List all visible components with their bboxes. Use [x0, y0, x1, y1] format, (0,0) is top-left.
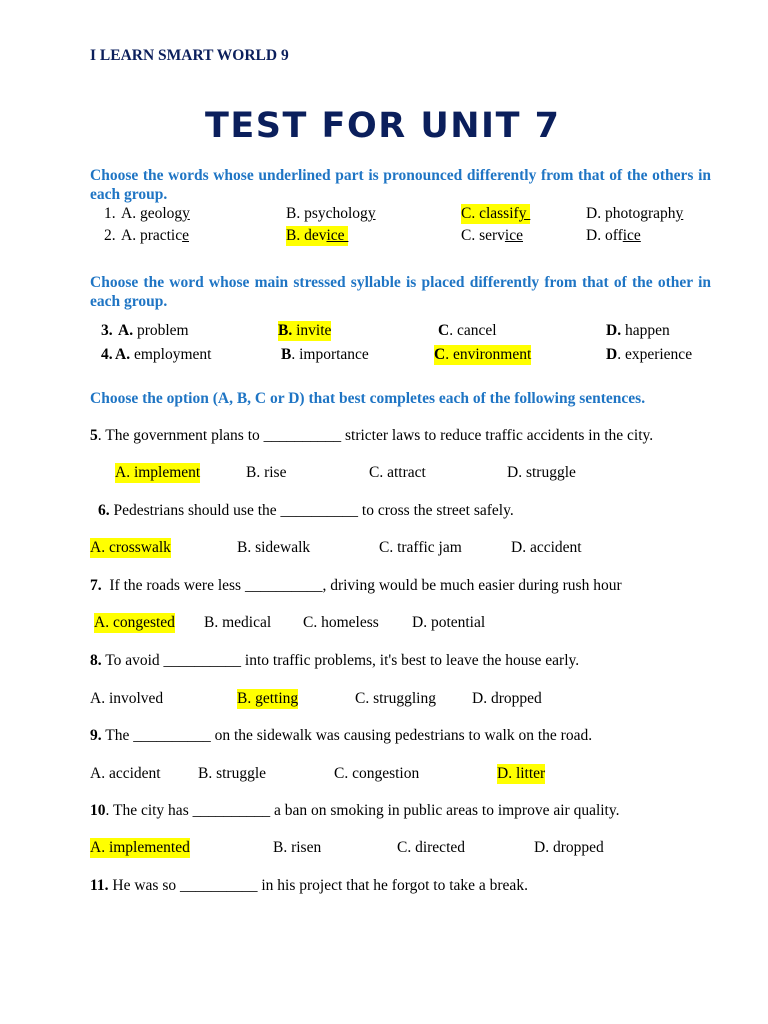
q5-option-a-answer: A. implement — [115, 464, 201, 481]
q10-option-b: B. risen — [273, 839, 322, 856]
question-10-stem: 10. The city has __________ a ban on smoking in public areas to improve air quality. — [90, 802, 620, 819]
question-number: 4. — [101, 346, 113, 363]
q6-option-b: B. sidewalk — [237, 539, 311, 556]
section3-instruction: Choose the option (A, B, C or D) that best completes each of the following sentences. — [90, 390, 646, 407]
q10-option-d: D. dropped — [534, 839, 604, 856]
question-9-stem: 9. The __________ on the sidewalk was causing pedestrians to walk on the road. — [90, 727, 593, 744]
question-number: 2. — [104, 227, 116, 244]
question-number: 1. — [104, 205, 116, 222]
q10-option-a-answer: A. implemented — [90, 839, 190, 856]
q9-option-c: C. congestion — [334, 765, 420, 782]
q7-option-a-answer: A. congested — [94, 614, 175, 631]
option-b: B. importance — [281, 346, 369, 363]
option-d: D. experience — [606, 346, 693, 363]
q6-option-c: C. traffic jam — [379, 539, 462, 556]
option-c-answer: C. environment — [434, 346, 532, 363]
option-c: C. service — [461, 227, 523, 244]
q8-option-c: C. struggling — [355, 690, 436, 707]
question-8-stem: 8. To avoid __________ into traffic problems, it's best to leave the house early. — [90, 652, 580, 669]
option-c: C. cancel — [438, 322, 497, 339]
series-header: I LEARN SMART WORLD 9 — [90, 47, 289, 64]
q5-option-b: B. rise — [246, 464, 287, 481]
option-a: A. employment — [115, 346, 212, 363]
q8-option-d: D. dropped — [472, 690, 542, 707]
option-d: D. photography — [586, 205, 684, 222]
q9-option-b: B. struggle — [198, 765, 267, 782]
q5-option-d: D. struggle — [507, 464, 576, 481]
option-b-answer: B. device — [286, 227, 349, 244]
q6-option-d: D. accident — [511, 539, 582, 556]
q7-option-b: B. medical — [204, 614, 272, 631]
q5-option-c: C. attract — [369, 464, 426, 481]
question-number: 3. — [101, 322, 113, 339]
option-b: B. psychology — [286, 205, 376, 222]
option-a: A. problem — [118, 322, 189, 339]
option-b-answer: B. invite — [278, 322, 332, 339]
q10-option-c: C. directed — [397, 839, 466, 856]
q6-option-a-answer: A. crosswalk — [90, 539, 171, 556]
option-a: A. practice — [121, 227, 189, 244]
q8-option-b-answer: B. getting — [237, 690, 299, 707]
section1-instruction: Choose the words whose underlined part is pronounced differently from that of the others in each group. — [90, 167, 711, 203]
q8-option-a: A. involved — [90, 690, 164, 707]
question-5-stem: 5. The government plans to __________ stricter laws to reduce traffic accidents in the city. — [90, 427, 654, 444]
q7-option-c: C. homeless — [303, 614, 379, 631]
question-7-stem: 7. If the roads were less __________, driving would be much easier during rush hour — [90, 577, 622, 594]
q7-option-d: D. potential — [412, 614, 486, 631]
option-a: A. geology — [121, 205, 190, 222]
page-title: TEST FOR UNIT 7 — [205, 106, 561, 146]
option-c-answer: C. classify — [461, 205, 531, 222]
q9-option-a: A. accident — [90, 765, 161, 782]
option-d: D. happen — [606, 322, 670, 339]
question-11-stem: 11. He was so __________ in his project that he forgot to take a break. — [90, 877, 528, 894]
question-6-stem: 6. Pedestrians should use the __________ to cross the street safely. — [98, 502, 514, 519]
section2-instruction: Choose the word whose main stressed syllable is placed differently from that of the other in each group. — [90, 274, 711, 310]
option-d: D. office — [586, 227, 641, 244]
q9-option-d-answer: D. litter — [497, 765, 546, 782]
